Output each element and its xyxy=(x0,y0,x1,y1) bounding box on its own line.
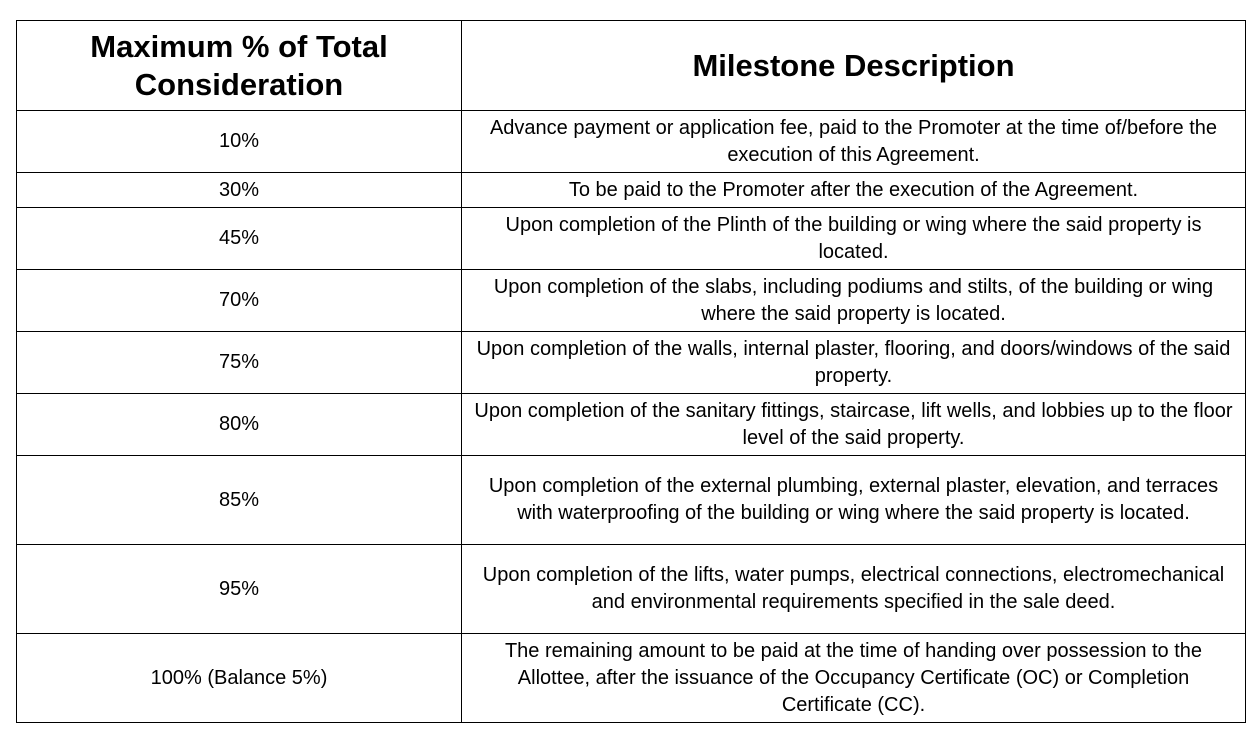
percent-cell: 100% (Balance 5%) xyxy=(17,634,462,723)
header-milestone: Milestone Description xyxy=(462,21,1246,111)
milestone-cell: Upon completion of the slabs, including podiums and stilts, of the building or wing where the said property is located. xyxy=(462,270,1246,332)
percent-cell: 95% xyxy=(17,545,462,634)
milestone-cell: Upon completion of the walls, internal plaster, flooring, and doors/windows of the said property. xyxy=(462,332,1246,394)
table-row xyxy=(17,545,1246,634)
table-row xyxy=(17,394,1246,456)
table-row xyxy=(17,208,1246,270)
payment-schedule-table xyxy=(16,20,1246,723)
percent-cell: 75% xyxy=(17,332,462,394)
table-row xyxy=(17,111,1246,173)
percent-cell: 45% xyxy=(17,208,462,270)
percent-cell: 85% xyxy=(17,456,462,545)
percent-cell: 80% xyxy=(17,394,462,456)
milestone-cell: Upon completion of the sanitary fittings, staircase, lift wells, and lobbies up to the floor level of the said property. xyxy=(462,394,1246,456)
milestone-cell: The remaining amount to be paid at the time of handing over possession to the Allottee, after the issuance of the Occupancy Certificate (OC) or Completion Certificate (CC). xyxy=(462,634,1246,723)
percent-cell: 30% xyxy=(17,173,462,208)
milestone-cell: Advance payment or application fee, paid to the Promoter at the time of/before the execution of this Agreement. xyxy=(462,111,1246,173)
milestone-cell: Upon completion of the Plinth of the building or wing where the said property is located. xyxy=(462,208,1246,270)
table-row xyxy=(17,173,1246,208)
percent-cell: 70% xyxy=(17,270,462,332)
header-row xyxy=(17,21,1246,111)
percent-cell: 10% xyxy=(17,111,462,173)
milestone-cell: To be paid to the Promoter after the execution of the Agreement. xyxy=(462,173,1246,208)
table-row xyxy=(17,456,1246,545)
milestone-cell: Upon completion of the lifts, water pumps, electrical connections, electromechanical and environmental requirements specified in the sale deed. xyxy=(462,545,1246,634)
table-row xyxy=(17,270,1246,332)
table-row xyxy=(17,332,1246,394)
milestone-cell: Upon completion of the external plumbing, external plaster, elevation, and terraces with waterproofing of the building or wing where the said property is located. xyxy=(462,456,1246,545)
header-percent: Maximum % of Total Consideration xyxy=(17,21,462,111)
table-row xyxy=(17,634,1246,723)
